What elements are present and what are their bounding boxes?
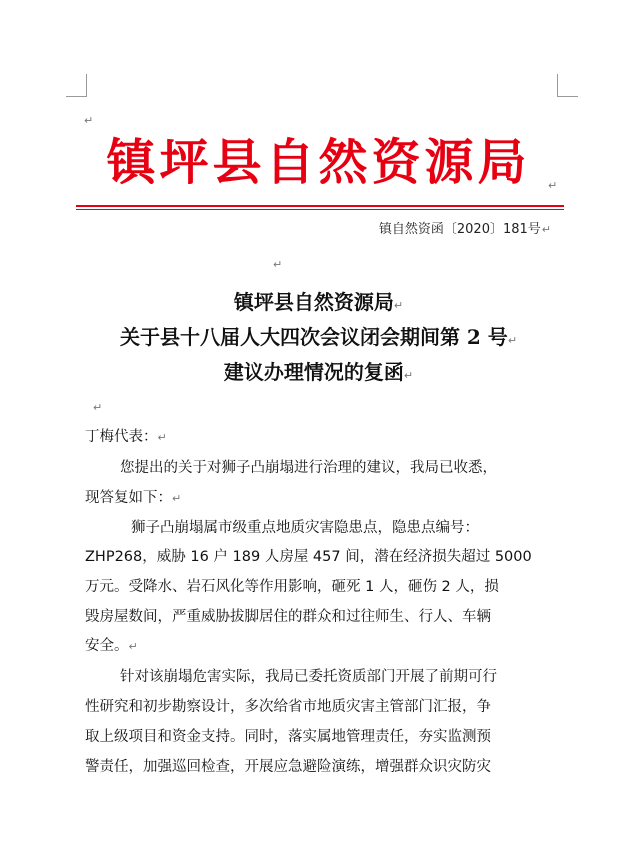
paragraph-mark-icon: ↵ bbox=[157, 431, 167, 444]
agency-letterhead-title: 镇坪县自然资源局 bbox=[106, 133, 531, 191]
paragraph-mark-icon: ↵ bbox=[507, 334, 518, 347]
body-line: 针对该崩塌危害实际，我局已委托资质部门开展了前期可行 bbox=[120, 669, 497, 685]
paragraph-mark-icon: ↵ bbox=[84, 114, 94, 127]
body-line: ZHP268，威胁 16 户 189 人房屋 457 间，潜在经济损失超过 5000 bbox=[85, 549, 532, 565]
body-line: 您提出的关于对狮子凸崩塌进行治理的建议，我局已收悉， bbox=[120, 460, 497, 476]
body-line: 毁房屋数间，严重威胁拔脚居住的群众和过往师生、行人、车辆 bbox=[85, 609, 491, 625]
letterhead-rule-thin bbox=[76, 209, 564, 210]
body-line: 现答复如下：↵ bbox=[85, 490, 182, 506]
body-line: 取上级项目和资金支持。同时，落实属地管理责任，夯实监测预 bbox=[85, 729, 491, 745]
paragraph-mark-icon: ↵ bbox=[403, 369, 414, 382]
body-line: 性研究和初步勘察设计，多次给省市地质灾害主管部门汇报，争 bbox=[85, 699, 491, 715]
paragraph-mark-icon: ↵ bbox=[541, 223, 551, 236]
crop-mark-top-left bbox=[66, 74, 87, 97]
body-line: 狮子凸崩塌属市级重点地质灾害隐患点，隐患点编号： bbox=[131, 520, 479, 536]
paragraph-mark-icon: ↵ bbox=[172, 492, 182, 505]
paragraph-mark-icon: ↵ bbox=[93, 401, 103, 414]
paragraph-mark-icon: ↵ bbox=[128, 640, 138, 653]
body-line: 警责任，加强巡回检查，开展应急避险演练，增强群众识灾防灾 bbox=[85, 759, 491, 775]
document-number: 镇自然资函〔2020〕181号↵ bbox=[378, 222, 551, 237]
subject-line-2: 关于县十八届人大四次会议闭会期间第 2 号↵ bbox=[119, 325, 518, 349]
paragraph-mark-icon: ↵ bbox=[273, 258, 283, 271]
subject-line-3: 建议办理情况的复函↵ bbox=[223, 360, 414, 384]
body-line: 安全。↵ bbox=[85, 638, 138, 654]
body-line: 万元。受降水、岩石风化等作用影响，砸死 1 人，砸伤 2 人，损 bbox=[85, 579, 499, 595]
subject-line-1: 镇坪县自然资源局↵ bbox=[233, 290, 404, 314]
salutation: 丁梅代表：↵ bbox=[85, 429, 167, 445]
paragraph-mark-icon: ↵ bbox=[548, 179, 558, 192]
letterhead-rule-thick bbox=[76, 205, 564, 207]
paragraph-mark-icon: ↵ bbox=[393, 299, 404, 312]
crop-mark-top-right bbox=[557, 74, 578, 97]
